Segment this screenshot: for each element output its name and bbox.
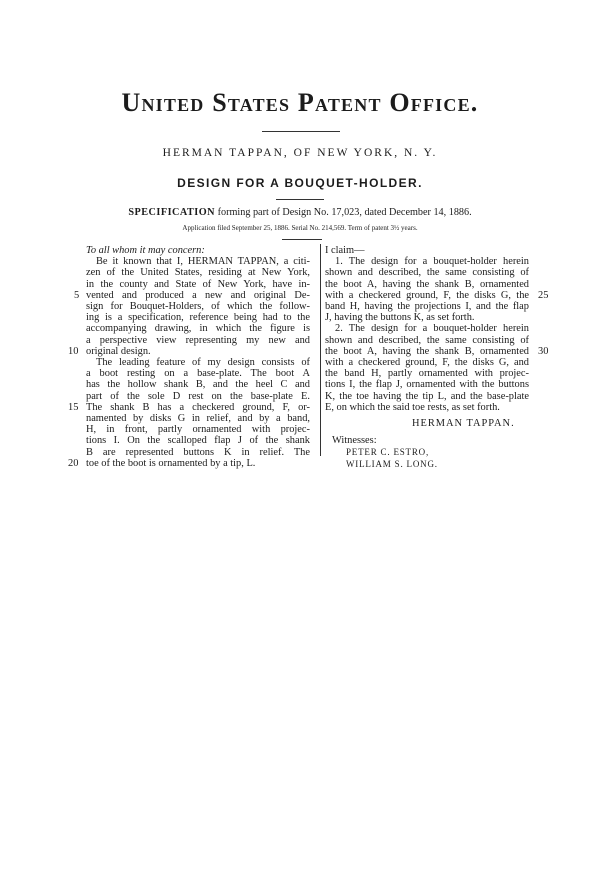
text-line: the boot A, having the shank B, ornamented bbox=[325, 278, 529, 290]
specification-lead: SPECIFICATION bbox=[128, 207, 216, 218]
line-number: 20 bbox=[68, 458, 79, 469]
text-line: the band H, partly ornamented with projec- bbox=[325, 368, 529, 380]
text-line: part of the sole D rest on the base-plate E. bbox=[86, 390, 310, 402]
design-title: DESIGN FOR A BOUQUET-HOLDER. bbox=[177, 176, 423, 190]
column-divider bbox=[320, 244, 321, 456]
text-line: J, having the buttons K, as set forth. bbox=[325, 312, 475, 324]
line-number: 15 bbox=[68, 402, 79, 413]
specification-rest: forming part of Design No. 17,023, dated December 14, 1886. bbox=[217, 207, 472, 218]
text-line: sign for Bouquet-Holders, of which the follow- bbox=[86, 301, 310, 313]
office-heading: United States Patent Office. bbox=[121, 88, 479, 117]
line-number: 10 bbox=[68, 346, 79, 357]
text-line: shown and described, the same consisting of bbox=[325, 334, 529, 346]
title-rule bbox=[276, 199, 324, 200]
text-line: with a checkered ground, F, the disks G, the bbox=[325, 289, 529, 301]
text-line: E, on which the said toe rests, as set forth. bbox=[325, 401, 500, 413]
text-line: tions I. On the scalloped flap J of the shank bbox=[86, 435, 310, 447]
application-filed-line: Application filed September 25, 1886. Serial No. 214,569. Term of patent 3½ years. bbox=[182, 224, 418, 232]
specification-line bbox=[0, 207, 600, 218]
text-line: 2. The design for a bouquet-holder herein bbox=[335, 323, 529, 335]
text-line: a boot resting on a base-plate. The boot A bbox=[86, 368, 310, 380]
text-line: vented and produced a new and original De- bbox=[86, 289, 310, 301]
text-line: with a checkered ground, F, the disks G, and bbox=[325, 357, 529, 369]
witnesses-label: Witnesses: bbox=[332, 435, 377, 446]
text-line: ing is a specification, reference being had to the bbox=[86, 312, 310, 324]
text-line: K, the toe having the tip L, and the base-plate bbox=[325, 390, 529, 402]
text-line: the boot A, having the shank B, ornamented bbox=[325, 345, 529, 357]
text-line: namented by disks G in relief, and by a band, bbox=[86, 413, 310, 425]
text-line: tions I, the flap J, ornamented with the buttons bbox=[325, 379, 529, 391]
inventor-line: HERMAN TAPPAN, OF NEW YORK, N. Y. bbox=[162, 147, 438, 159]
left-column bbox=[86, 245, 310, 469]
text-line: 1. The design for a bouquet-holder herein bbox=[335, 256, 529, 268]
heading-rule bbox=[262, 131, 340, 132]
text-line: original design. bbox=[86, 345, 151, 357]
claim-heading: I claim— bbox=[325, 245, 365, 256]
line-number: 30 bbox=[538, 346, 549, 357]
text-line: has the hollow shank B, and the heel C and bbox=[86, 379, 310, 391]
text-line: zen of the United States, residing at New York, bbox=[86, 267, 310, 279]
spec-rule bbox=[282, 239, 322, 240]
text-line: a perspective view representing my new and bbox=[86, 334, 310, 346]
text-line: shown and described, the same consisting of bbox=[325, 267, 529, 279]
text-line: band H, having the projections I, and the flap bbox=[325, 301, 529, 313]
text-line: toe of the boot is ornamented by a tip, L. bbox=[86, 457, 256, 469]
text-line: H, in front, partly ornamented with projec- bbox=[86, 424, 310, 436]
line-number: 5 bbox=[74, 290, 80, 301]
right-column bbox=[325, 245, 529, 413]
witness-name: PETER C. ESTRO, bbox=[346, 447, 430, 457]
line-number: 25 bbox=[538, 290, 549, 301]
salutation: To all whom it may concern: bbox=[86, 245, 205, 256]
witness-name: WILLIAM S. LONG. bbox=[346, 459, 438, 469]
text-line: B are represented buttons K in relief. The bbox=[86, 446, 310, 458]
text-line: in the county and State of New York, have in- bbox=[86, 278, 310, 290]
text-line: The leading feature of my design consists of bbox=[96, 357, 310, 369]
text-line: accompanying drawing, in which the figure is bbox=[86, 323, 310, 335]
text-line: Be it known that I, HERMAN TAPPAN, a citi- bbox=[96, 256, 310, 268]
signature: HERMAN TAPPAN. bbox=[412, 418, 515, 429]
text-line: The shank B has a checkered ground, F, or- bbox=[86, 401, 310, 413]
